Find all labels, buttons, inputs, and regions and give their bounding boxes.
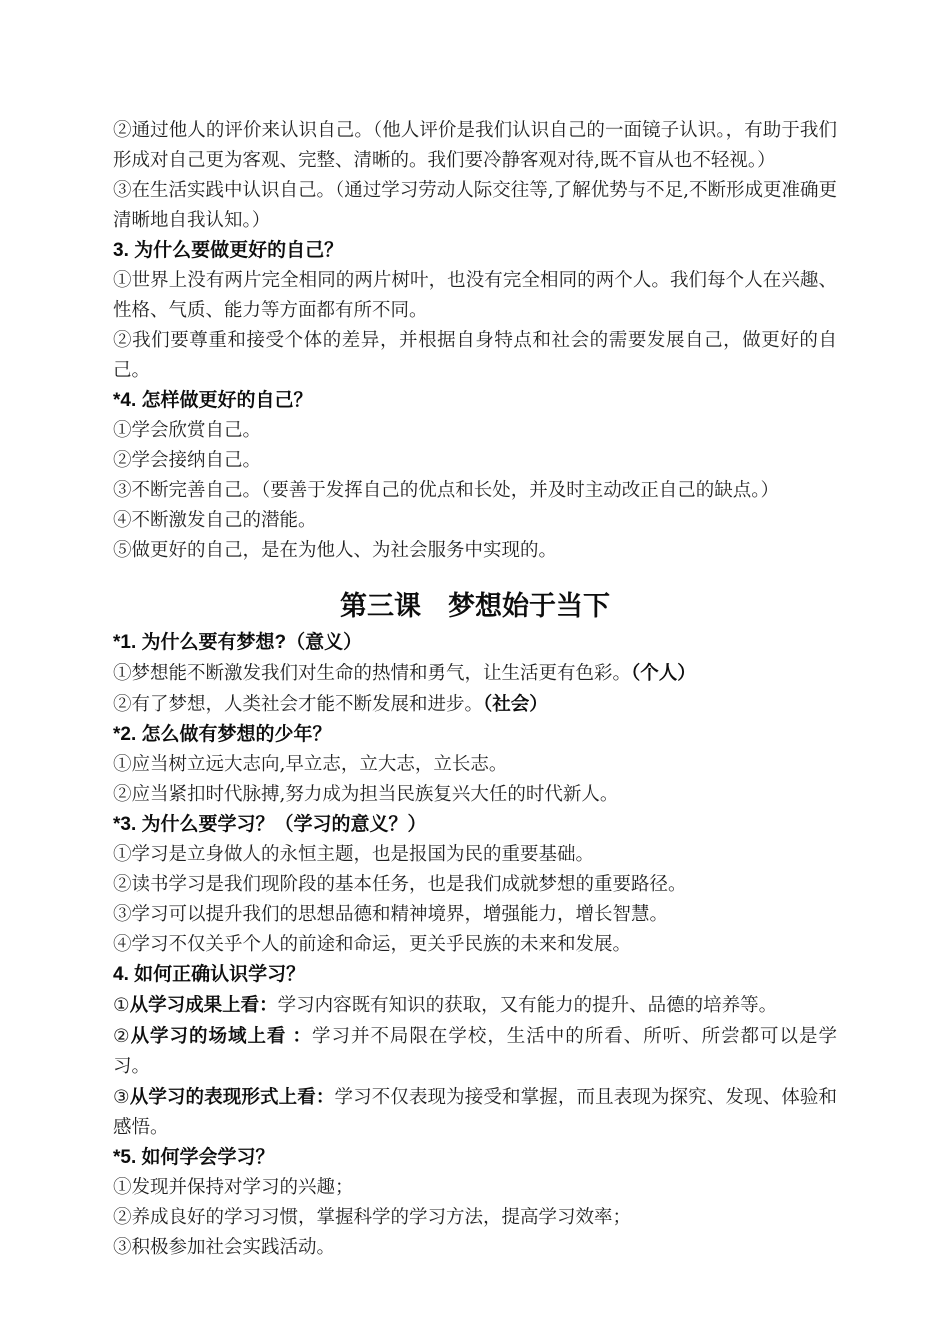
question-heading [113,236,837,266]
paragraph [113,870,837,900]
bold-text-run: 第三课 梦想始于当下 [340,591,610,621]
bold-text-run: 从学习的场域上看 ： [130,1025,313,1046]
text-run: ②应当紧扣时代脉搏,努力成为担当民族复兴大任的时代新人。 [113,784,619,805]
question-heading [113,720,837,750]
question-heading [113,386,837,416]
paragraph [113,536,837,566]
paragraph [113,1233,837,1263]
paragraph [113,326,837,386]
question-heading [113,960,837,990]
paragraph [113,658,837,689]
text-run: ②养成良好的学习习惯，掌握科学的学习方法，提高学习效率； [113,1207,632,1228]
paragraph [113,176,837,236]
paragraph [113,116,837,176]
paragraph [113,1082,837,1143]
text-run: ②学会接纳自己。 [113,450,262,471]
text-run: ③学习可以提升我们的思想品德和精神境界，增强能力，增长智慧。 [113,904,669,925]
text-run: ②通过他人的评价来认识自己。（他人评价是我们认识自己的一面镜子认识。，有助于我们形成对自己更为客观、完整、清晰的。我们要冷静客观对待,既不盲从也不轻视。） [113,120,837,171]
chapter-title [113,587,837,625]
bold-text-run: *1. 为什么要有梦想?（意义） [113,632,363,653]
text-run: 学习内容既有知识的获取，又有能力的提升、品德的培养等。 [277,995,778,1016]
text-run: ②我们要尊重和接受个体的差异，并根据自身特点和社会的需要发展自己，做更好的自己。 [113,330,837,381]
text-run: ③ [113,1087,130,1108]
text-run: ①学会欣赏自己。 [113,420,262,441]
text-run: ② [113,1026,131,1047]
bold-text-run: *2. 怎么做有梦想的少年？ [113,724,332,745]
text-run: ①世界上没有两片完全相同的两片树叶，也没有完全相同的两个人。我们每个人在兴趣、性格、气质、能力等方面都有所不同。 [113,270,837,321]
bold-text-run: *4. 怎样做更好的自己？ [113,390,313,411]
paragraph [113,416,837,446]
text-run: ③在生活实践中认识自己。（通过学习劳动人际交往等,了解优势与不足,不断形成更准确更清晰地自我认知。） [113,180,838,231]
bold-text-run: *3. 为什么要学习？（学习的意义？） [113,814,427,835]
paragraph [113,506,837,536]
bold-text-run: 从学习成果上看： [129,994,278,1015]
text-run: ①学习是立身做人的永恒主题，也是报国为民的重要基础。 [113,844,595,865]
text-run: ④不断激发自己的潜能。 [113,510,317,531]
question-heading [113,628,837,658]
text-run: ②有了梦想，人类社会才能不断发展和进步。 [113,694,484,715]
text-run: ① [113,995,130,1016]
question-heading [113,810,837,840]
paragraph [113,930,837,960]
paragraph [113,689,837,720]
bold-text-run: 3. 为什么要做更好的自己？ [113,240,344,261]
text-run: ①发现并保持对学习的兴趣； [113,1177,354,1198]
text-run: ②读书学习是我们现阶段的基本任务，也是我们成就梦想的重要路径。 [113,874,687,895]
text-run: 学习不仅表现为接受和掌握，而且表现为探究、发现、体验和感悟。 [113,1087,837,1138]
paragraph [113,990,837,1021]
document-content [113,116,837,1263]
bold-text-run: 4. 如何正确认识学习？ [113,964,306,985]
text-run: ④学习不仅关乎个人的前途和命运，更关乎民族的未来和发展。 [113,934,632,955]
paragraph [113,840,837,870]
paragraph [113,1203,837,1233]
text-run: 学习并不局限在学校，生活中的所看、所听、所尝都可以是学习。 [113,1026,837,1077]
question-heading [113,1143,837,1173]
bold-text-run: （社会） [483,693,548,714]
paragraph [113,476,837,506]
paragraph [113,1021,837,1082]
paragraph [113,446,837,476]
paragraph [113,900,837,930]
text-run: ③积极参加社会实践活动。 [113,1237,336,1258]
paragraph [113,750,837,780]
bold-text-run: （个人） [631,662,696,683]
text-run: ⑤做更好的自己，是在为他人、为社会服务中实现的。 [113,540,558,561]
text-run: ①应当树立远大志向,早立志，立大志，立长志。 [113,754,508,775]
paragraph [113,780,837,810]
text-run: ①梦想能不断激发我们对生命的热情和勇气，让生活更有色彩。 [113,663,632,684]
bold-text-run: 从学习的表现形式上看： [129,1086,335,1107]
text-run: ③不断完善自己。（要善于发挥自己的优点和长处，并及时主动改正自己的缺点。） [113,480,780,501]
paragraph [113,1173,837,1203]
bold-text-run: *5. 如何学会学习？ [113,1147,275,1168]
paragraph [113,266,837,326]
